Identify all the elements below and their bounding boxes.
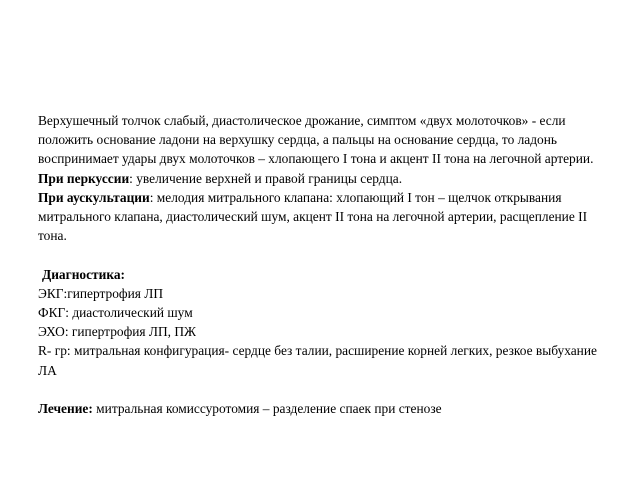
diagnostics-item-xray: R- гр: митральная конфигурация- сердце без талии, расширение корней легких, резкое выбухание ЛА [38, 343, 597, 378]
diagnostics-item-ecg: ЭКГ:гипертрофия ЛП [38, 285, 164, 301]
treatment-label: Лечение: [38, 401, 93, 417]
auscultation-paragraph [38, 188, 612, 246]
diagnostics-item-echo: ЭХО: гипертрофия ЛП, ПЖ [38, 324, 197, 340]
spacer [38, 380, 612, 399]
auscultation-label: При аускультации [38, 189, 150, 205]
treatment-text: митральная комиссуротомия – разделение спаек при стенозе [92, 401, 442, 417]
percussion-paragraph [38, 169, 612, 188]
percussion-text: : увеличение верхней и правой границы сердца. [129, 170, 403, 186]
percussion-label: При перкуссии [38, 170, 130, 186]
slide-body [38, 111, 612, 418]
spacer [38, 245, 612, 264]
diagnostics-heading: Диагностика: [42, 266, 126, 282]
apex-beat-paragraph: Верхушечный толчок слабый, диастолическое дрожание, симптом «двух молоточков» - если положить основание ладони на верхушку сердца, а пальцы на основание сердца, то ладонь воспринимает удары двух молоточков – хлопающего I тона и акцент II тона на легочной артерии. [38, 113, 594, 167]
treatment-paragraph [38, 399, 612, 418]
diagnostics-item-pcg: ФКГ: диастолический шум [38, 305, 193, 321]
auscultation-text: : мелодия митрального клапана: хлопающий I тон – щелчок открывания митрального клапана, диастолический шум, акцент II тона на легочной артерии, расщепление II тона. [38, 189, 588, 244]
